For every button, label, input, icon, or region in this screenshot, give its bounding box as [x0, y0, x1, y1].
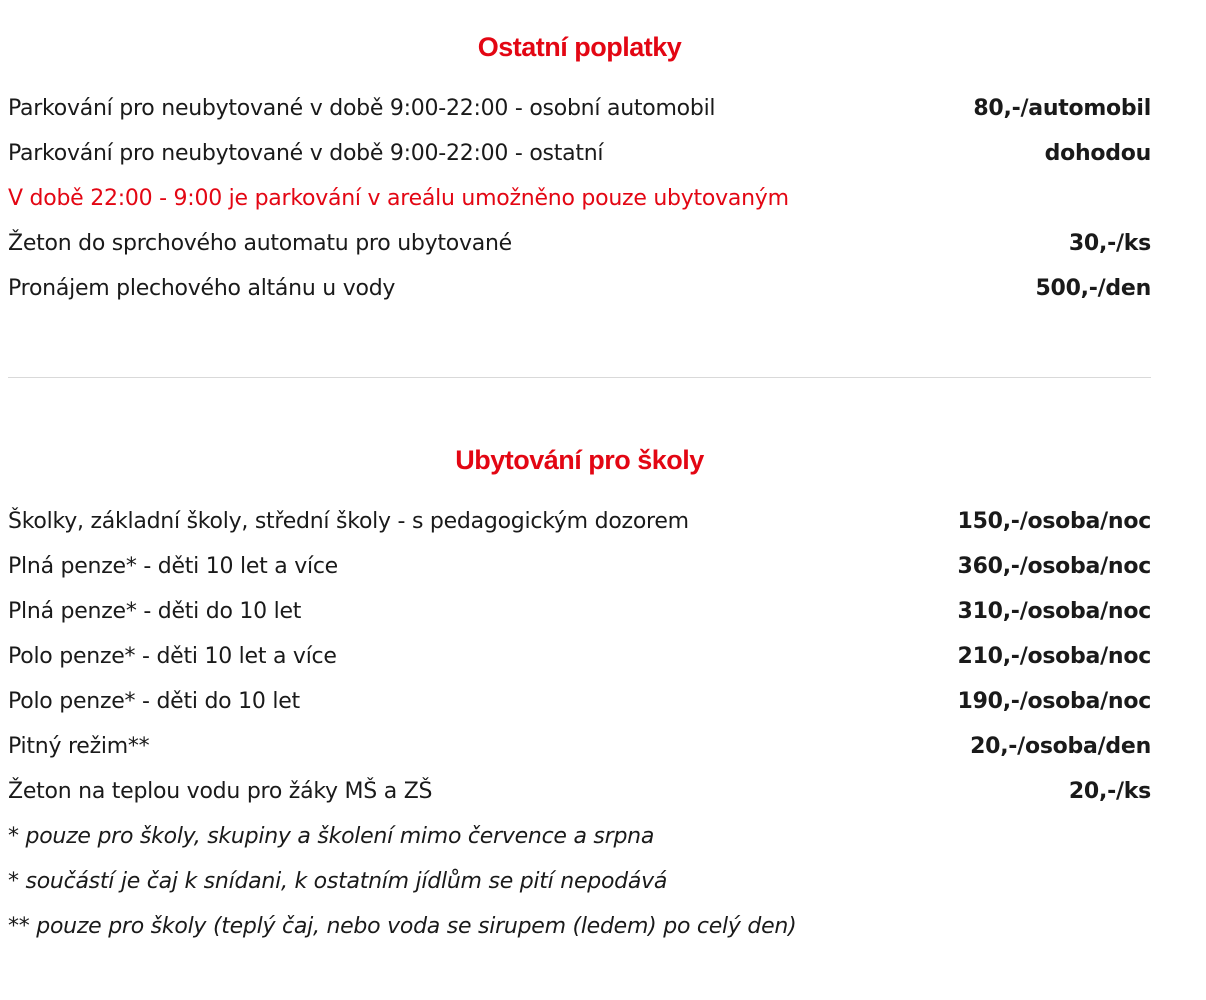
- fee-row-parking-other: [8, 131, 1151, 176]
- school-label: Plná penze* - děti do 10 let: [8, 599, 302, 624]
- school-row-accommodation: [8, 499, 1151, 544]
- footnote-text: ** pouze pro školy (teplý čaj, nebo voda se sirupem (ledem) po celý den): [8, 914, 797, 939]
- fee-label: Žeton do sprchového automatu pro ubytované: [8, 231, 512, 256]
- school-label: Plná penze* - děti 10 let a více: [8, 554, 338, 579]
- footnote-text: * pouze pro školy, skupiny a školení mimo července a srpna: [8, 824, 655, 849]
- school-row-full-board-10plus: [8, 544, 1151, 589]
- school-price: 150,-/osoba/noc: [957, 509, 1151, 534]
- school-label: Žeton na teplou vodu pro žáky MŠ a ZŠ: [8, 779, 433, 804]
- fee-price: dohodou: [1044, 141, 1151, 166]
- school-price: 20,-/ks: [1068, 779, 1151, 804]
- school-price: 190,-/osoba/noc: [957, 689, 1151, 714]
- fee-price: 80,-/automobil: [973, 96, 1151, 121]
- fee-label: Pronájem plechového altánu u vody: [8, 276, 396, 301]
- fee-price: 30,-/ks: [1068, 231, 1151, 256]
- school-label: Polo penze* - děti do 10 let: [8, 689, 300, 714]
- section-divider: [8, 377, 1151, 378]
- fee-row-night-parking-note: [8, 176, 1151, 221]
- footnote-schools-only: [8, 814, 1151, 859]
- school-accommodation-list: [8, 499, 1151, 949]
- footnote-text: * součástí je čaj k snídani, k ostatním jídlům se pití nepodává: [8, 869, 668, 894]
- footnote-drinking-regime: [8, 904, 1151, 949]
- school-row-half-board-under10: [8, 679, 1151, 724]
- section-title-other-fees: Ostatní poplatky: [477, 32, 682, 62]
- fee-row-parking-car: [8, 86, 1151, 131]
- fee-label: Parkování pro neubytované v době 9:00-22:00 - ostatní: [8, 141, 604, 166]
- school-price: 210,-/osoba/noc: [957, 644, 1151, 669]
- school-price: 20,-/osoba/den: [970, 734, 1151, 759]
- fee-price: 500,-/den: [1035, 276, 1151, 301]
- school-row-full-board-under10: [8, 589, 1151, 634]
- fee-label: Parkování pro neubytované v době 9:00-22:00 - osobní automobil: [8, 96, 716, 121]
- night-parking-note: V době 22:00 - 9:00 je parkování v areálu umožněno pouze ubytovaným: [8, 186, 789, 211]
- footnote-tea-breakfast: [8, 859, 1151, 904]
- school-row-drinking-regime: [8, 724, 1151, 769]
- school-label: Polo penze* - děti 10 let a více: [8, 644, 337, 669]
- school-label: Školky, základní školy, střední školy - s pedagogickým dozorem: [8, 509, 689, 534]
- other-fees-list: [8, 86, 1151, 311]
- section-title-school-accommodation: Ubytování pro školy: [455, 445, 704, 475]
- school-price: 310,-/osoba/noc: [957, 599, 1151, 624]
- school-row-hot-water-token: [8, 769, 1151, 814]
- school-label: Pitný režim**: [8, 734, 150, 759]
- fee-row-gazebo-rental: [8, 266, 1151, 311]
- school-row-half-board-10plus: [8, 634, 1151, 679]
- fee-row-shower-token: [8, 221, 1151, 266]
- school-price: 360,-/osoba/noc: [957, 554, 1151, 579]
